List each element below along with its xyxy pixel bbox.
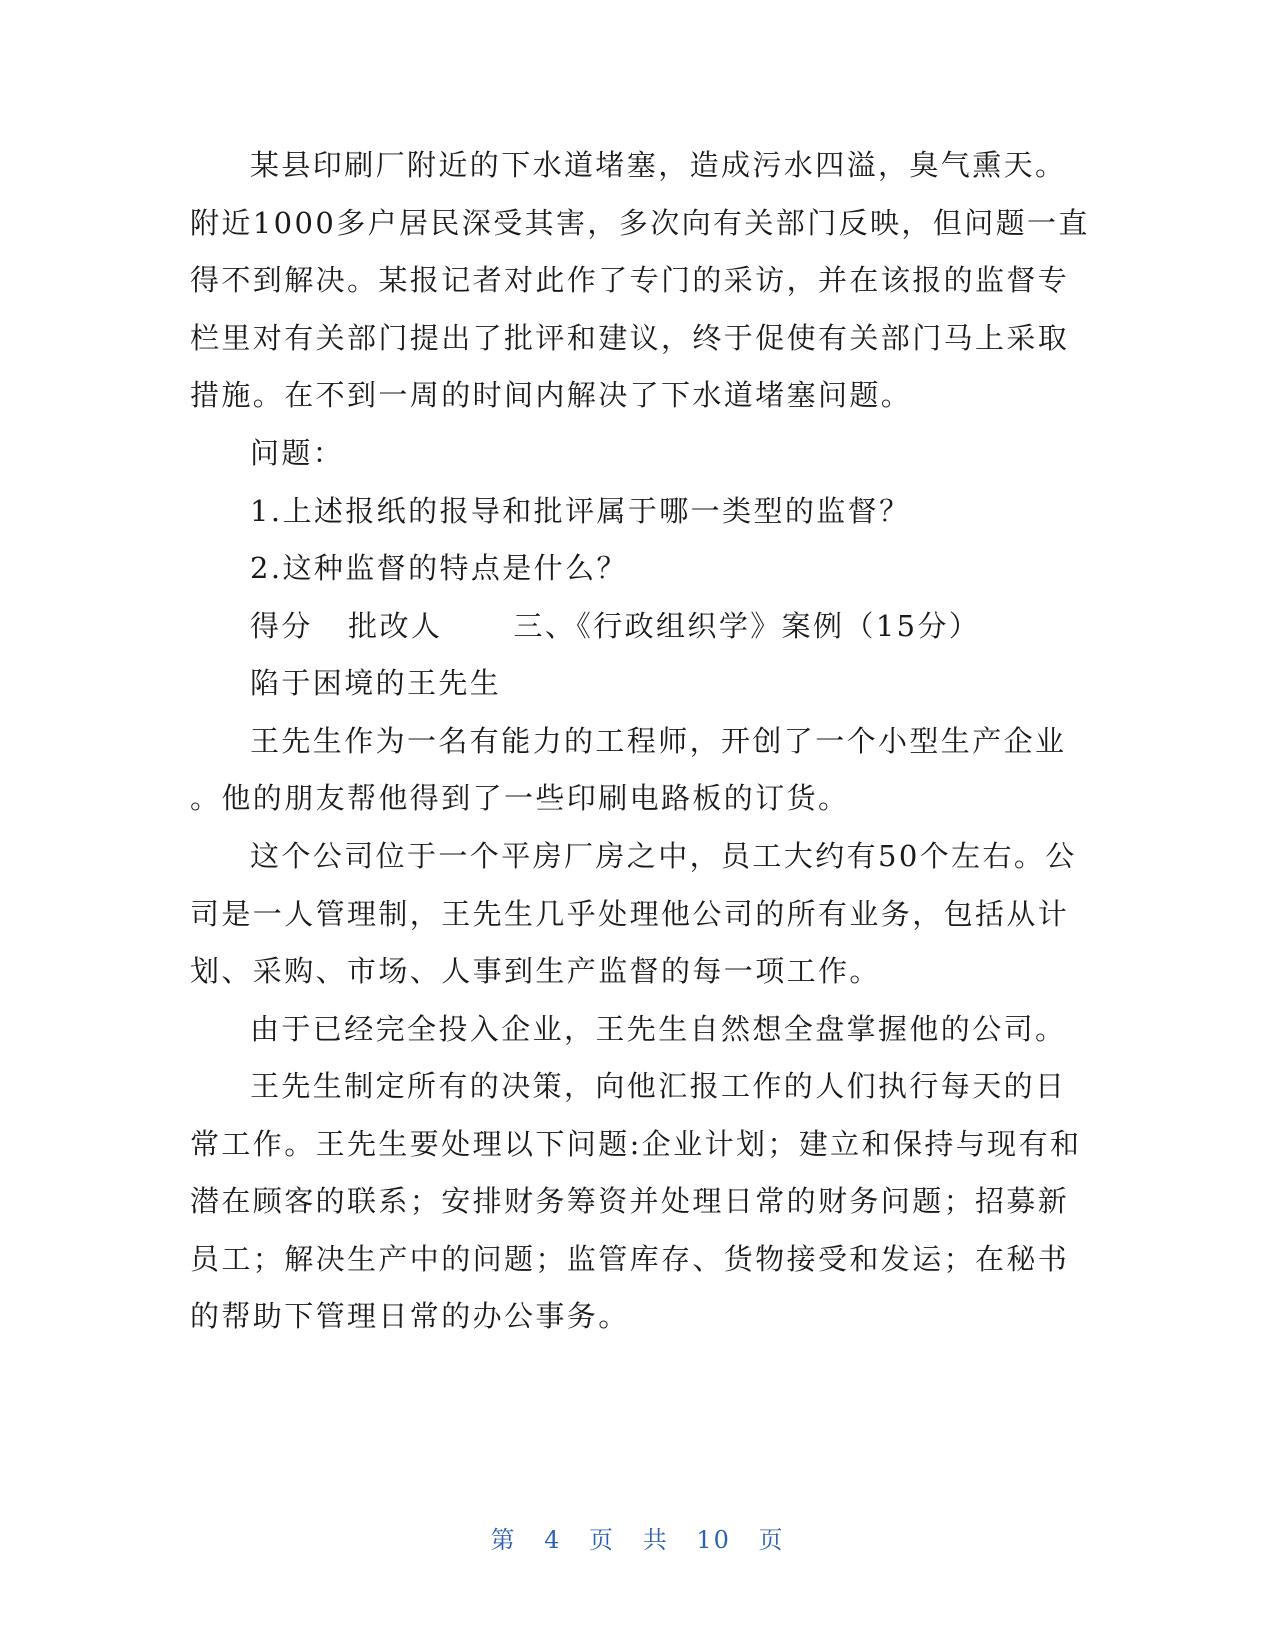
footer-page-word-2: 页 (758, 1526, 785, 1554)
paragraph-1-line-3: 得不到解决。某报记者对此作了专门的采访，并在该报的监督专 (190, 263, 1070, 297)
paragraph-2-line-1: 王先生作为一名有能力的工程师，开创了一个小型生产企业 (250, 724, 1067, 758)
paragraph-5-line-2: 常工作。王先生要处理以下问题:企业计划；建立和保持与现有和 (190, 1127, 1082, 1161)
paragraph-3-line-2: 司是一人管理制，王先生几乎处理他公司的所有业务，包括从计 (190, 897, 1070, 931)
paragraph-1-line-1: 某县印刷厂附近的下水道堵塞，造成污水四溢，臭气熏天。 (250, 148, 1067, 182)
grader-label: 批改人 (348, 609, 443, 643)
footer-prefix: 第 (490, 1526, 517, 1554)
paragraph-5-line-4: 员工；解决生产中的问题；监管库存、货物接受和发运；在秘书 (190, 1242, 1070, 1276)
paragraph-2-line-2: 。他的朋友帮他得到了一些印刷电路板的订货。 (190, 781, 850, 815)
paragraph-1-line-2: 附近1000多户居民深受其害，多次向有关部门反映，但问题一直 (190, 206, 1090, 240)
page-footer (0, 1520, 1275, 1555)
question-label: 问题： (250, 436, 345, 470)
paragraph-5-line-1: 王先生制定所有的决策，向他汇报工作的人们执行每天的日 (250, 1069, 1067, 1103)
current-page-number: 4 (544, 1526, 562, 1554)
paragraph-1-line-4: 栏里对有关部门提出了批评和建议，终于促使有关部门马上采取 (190, 321, 1070, 355)
score-row (250, 606, 980, 646)
section-heading: 三、《行政组织学》案例（15分） (513, 609, 981, 643)
paragraph-3-line-3: 划、采购、市场、人事到生产监督的每一项工作。 (190, 954, 881, 988)
question-1: 1.上述报纸的报导和批评属于哪一类型的监督？ (250, 494, 911, 528)
paragraph-3-line-1: 这个公司位于一个平房厂房之中，员工大约有50个左右。公 (250, 839, 1077, 873)
paragraph-5-line-5: 的帮助下管理日常的办公事务。 (190, 1299, 630, 1333)
paragraph-4-line-1: 由于已经完全投入企业，王先生自然想全盘掌握他的公司。 (250, 1012, 1067, 1046)
footer-of-word: 共 (642, 1526, 669, 1554)
paragraph-5-line-3: 潜在顾客的联系；安排财务筹资并处理日常的财务问题；招募新 (190, 1184, 1070, 1218)
case-title: 陷于困境的王先生 (250, 666, 502, 700)
score-label: 得分 (250, 609, 313, 643)
question-2: 2.这种监督的特点是什么？ (250, 551, 628, 585)
footer-page-word: 页 (589, 1526, 616, 1554)
total-pages-number: 10 (696, 1526, 731, 1554)
paragraph-1-line-5: 措施。在不到一周的时间内解决了下水道堵塞问题。 (190, 378, 913, 412)
